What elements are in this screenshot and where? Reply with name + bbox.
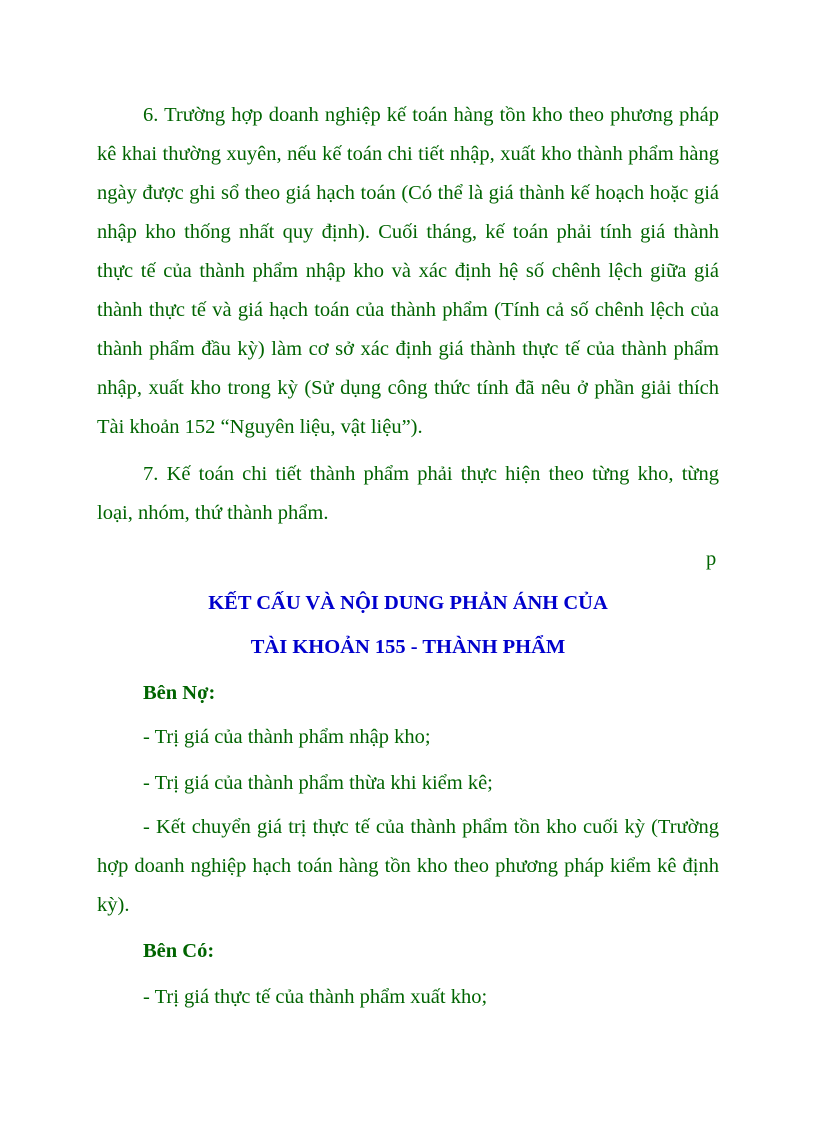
debit-item-3 <box>97 808 719 925</box>
credit-side-title: Bên Có: <box>143 940 215 962</box>
section-heading-line-2: TÀI KHOẢN 155 - THÀNH PHẨM <box>250 636 566 658</box>
paragraph-7-text: 7. Kế toán chi tiết thành phẩm phải thực hiện theo từng kho, từng loại, nhóm, thứ thành phẩm. <box>97 463 719 524</box>
paragraph-6 <box>97 96 719 447</box>
debit-side-title: Bên Nợ: <box>143 682 216 704</box>
credit-item-1: - Trị giá thực tế của thành phẩm xuất kho; <box>143 986 488 1008</box>
paragraph-6-text: 6. Trường hợp doanh nghiệp kế toán hàng tồn kho theo phương pháp kê khai thường xuyên, nếu kế toán chi tiết nhập, xuất kho thành phẩm hàng ngày được ghi sổ theo giá hạch toán (Có thể là giá thành kế hoạch hoặc giá nhập kho thống nhất quy định). Cuối tháng, kế toán phải tính giá thành thực tế của thành phẩm nhập kho và xác định hệ số chênh lệch giữa giá thành thực tế và giá hạch toán của thành phẩm (Tính cả số chênh lệch của thành phẩm đầu kỳ) làm cơ sở xác định giá thành thực tế của thành phẩm nhập, xuất kho trong kỳ (Sử dụng công thức tính đã nêu ở phần giải thích Tài khoản 152 “Nguyên liệu, vật liệu”). <box>97 104 719 438</box>
page-marker: p <box>706 548 717 570</box>
debit-item-2: - Trị giá của thành phẩm thừa khi kiểm kê; <box>143 772 493 794</box>
paragraph-7 <box>97 455 719 533</box>
debit-item-3-text: - Kết chuyển giá trị thực tế của thành phẩm tồn kho cuối kỳ (Trường hợp doanh nghiệp hạch toán hàng tồn kho theo phương pháp kiểm kê định kỳ). <box>97 816 719 916</box>
section-heading-line-1: KẾT CẤU VÀ NỘI DUNG PHẢN ÁNH CỦA <box>208 592 608 614</box>
debit-item-1: - Trị giá của thành phẩm nhập kho; <box>143 726 431 748</box>
